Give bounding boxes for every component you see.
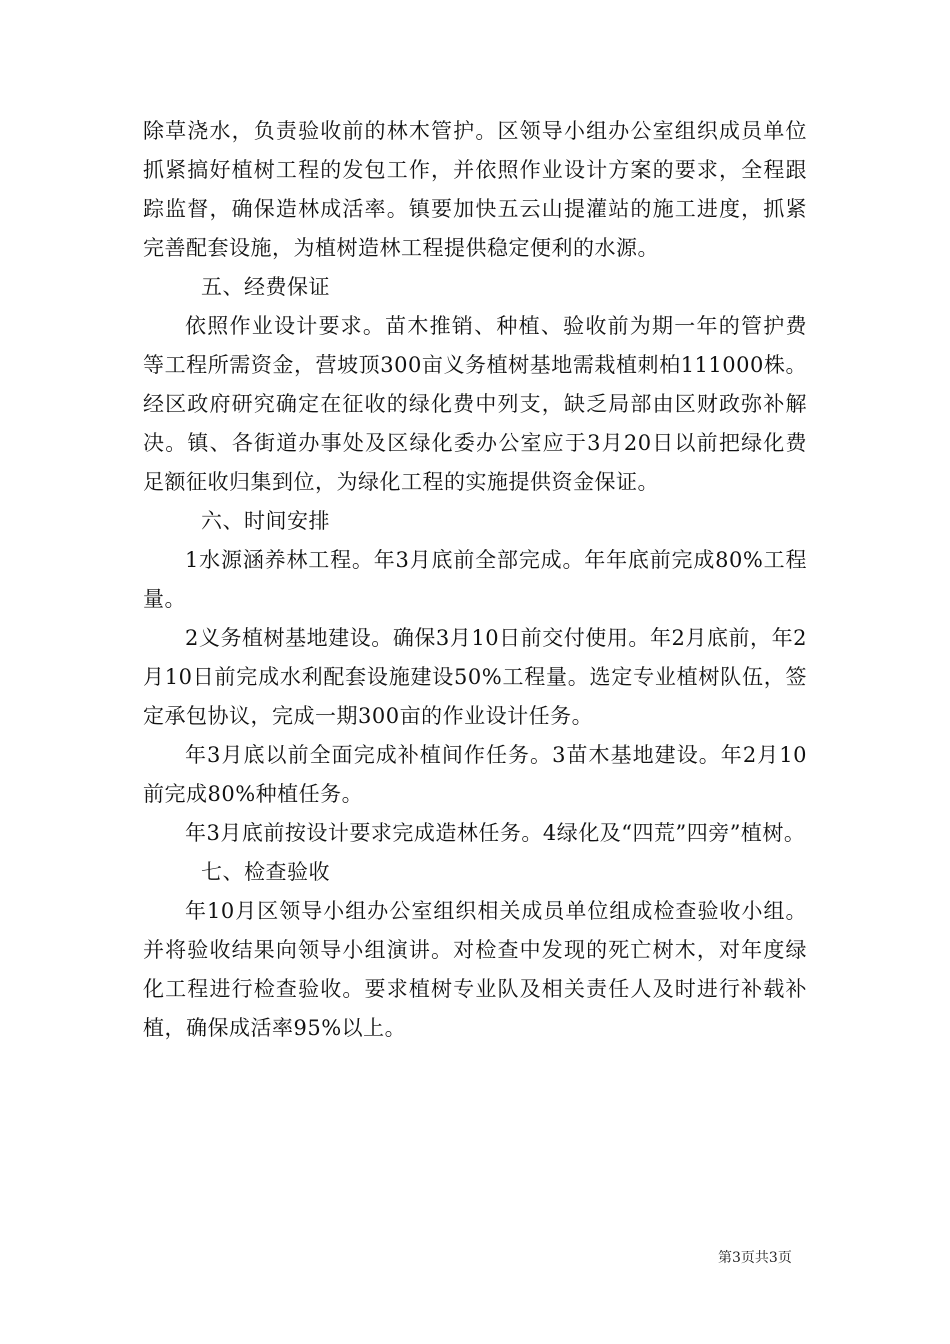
section-heading-inspection: 七、检查验收 — [201, 860, 330, 884]
paragraph-funding: 依照作业设计要求。苗木推销、种植、验收前为期一年的管护费等工程所需资金，营坡顶300亩义务植树基地需栽植刺柏111000株。经区政府研究确定在征收的绿化费中列支，缺乏局部由区财政弥补解决。镇、各街道办事处及区绿化委办公室应于3月20日以前把绿化费足额征收归集到位，为绿化工程的实施提供资金保证。 — [143, 314, 807, 494]
page-number-footer: 第3页共3页 — [718, 1250, 792, 1266]
paragraph-schedule-4: 年3月底前按设计要求完成造林任务。4绿化及“四荒”四旁”植树。 — [185, 821, 806, 845]
section-heading-schedule: 六、时间安排 — [201, 509, 330, 533]
paragraph-schedule-3: 年3月底以前全面完成补植间作任务。3苗木基地建设。年2月10前完成80%种植任务。 — [143, 743, 807, 806]
paragraph-intro: 除草浇水，负责验收前的林木管护。区领导小组办公室组织成员单位抓紧搞好植树工程的发包工作，并依照作业设计方案的要求，全程跟踪监督，确保造林成活率。镇要加快五云山提灌站的施工进度，抓紧完善配套设施，为植树造林工程提供稳定便利的水源。 — [143, 119, 807, 260]
paragraph-schedule-2: 2义务植树基地建设。确保3月10日前交付使用。年2月底前，年2月10日前完成水利配套设施建设50%工程量。选定专业植树队伍，签定承包协议，完成一期300亩的作业设计任务。 — [143, 626, 807, 728]
document-body — [143, 112, 807, 1048]
paragraph-inspection: 年10月区领导小组办公室组织相关成员单位组成检查验收小组。并将验收结果向领导小组演讲。对检查中发现的死亡树木，对年度绿化工程进行检查验收。要求植树专业队及相关责任人及时进行补载补植，确保成活率95%以上。 — [143, 899, 807, 1040]
section-heading-funding: 五、经费保证 — [201, 275, 330, 299]
paragraph-schedule-1: 1水源涵养林工程。年3月底前全部完成。年年底前完成80%工程量。 — [143, 548, 807, 611]
